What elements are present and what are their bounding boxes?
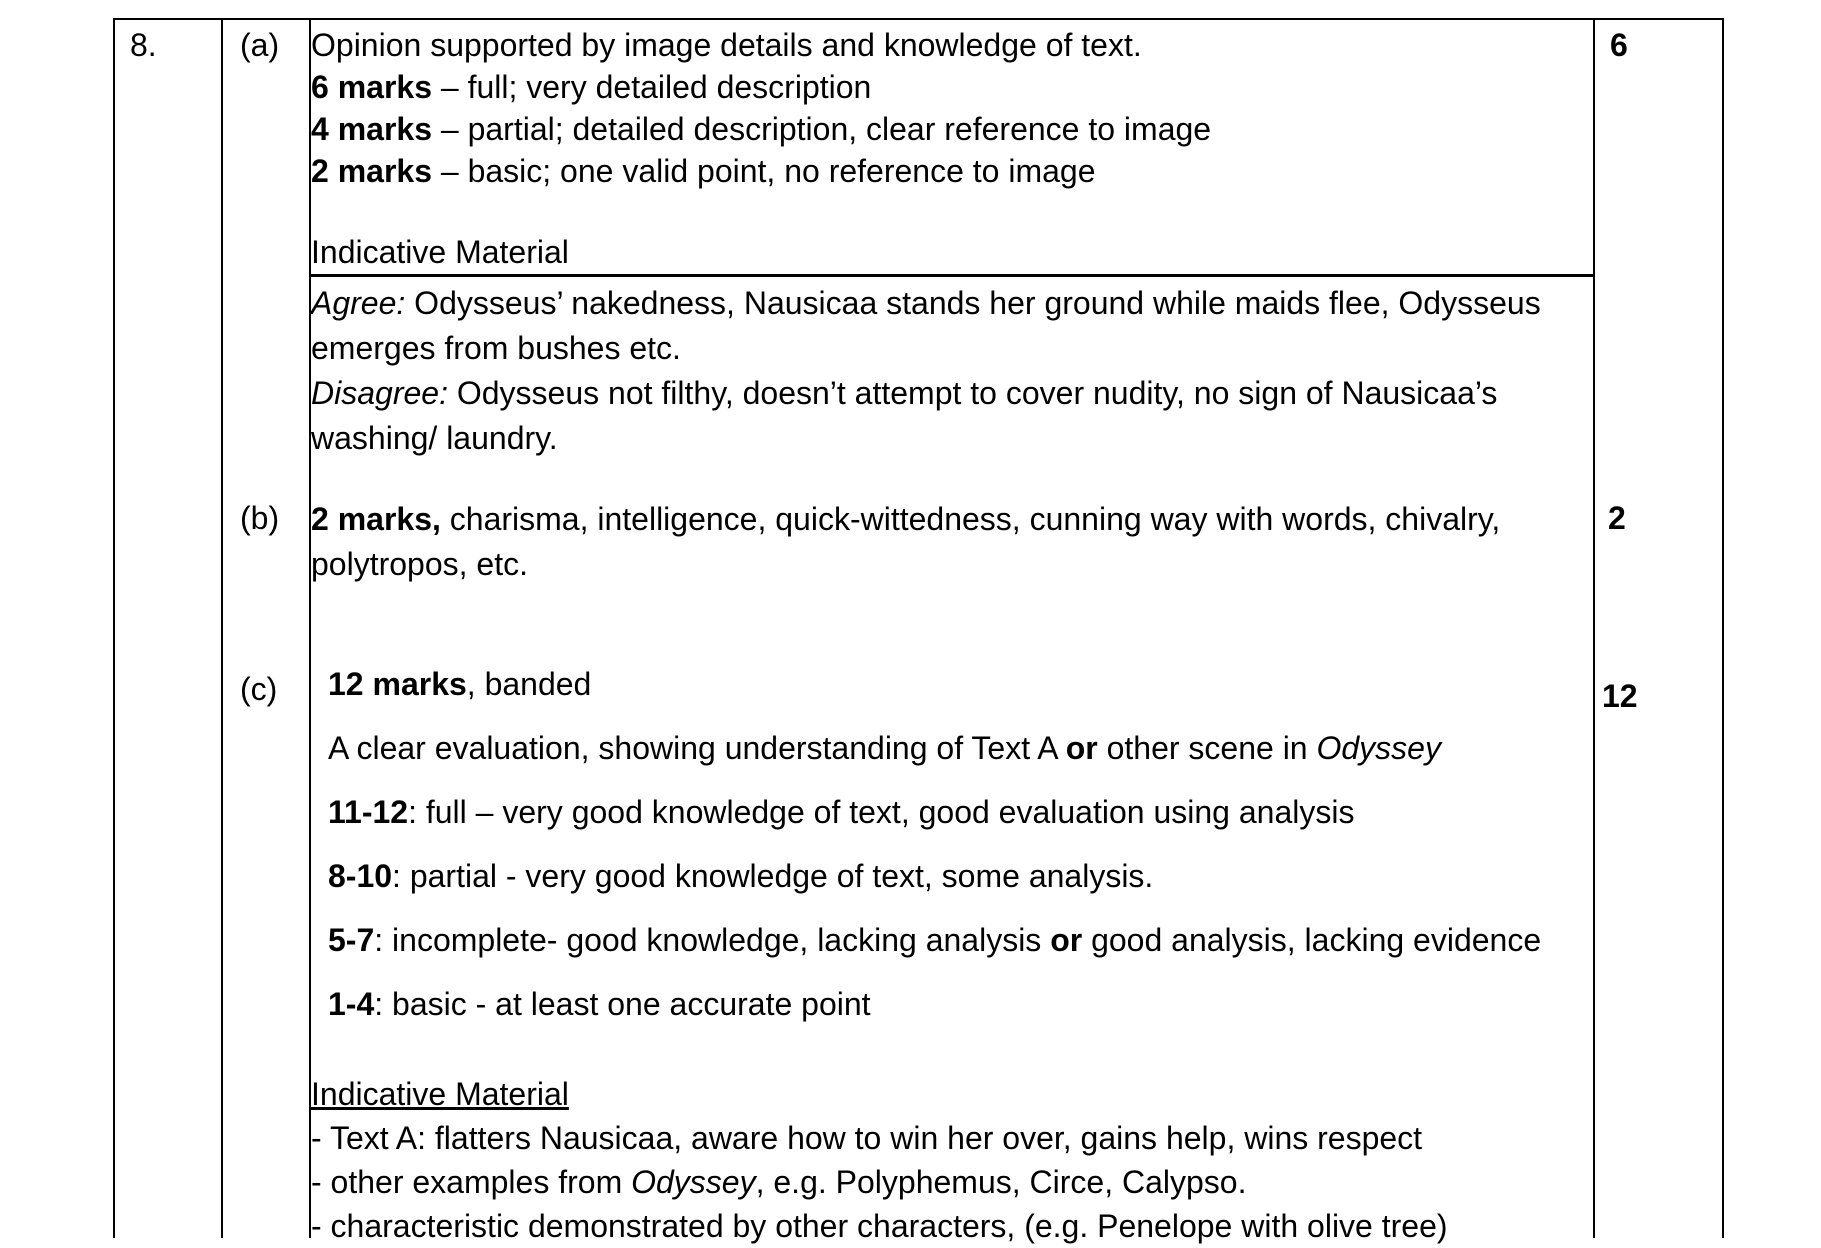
table-right-border xyxy=(1722,18,1724,1238)
part-c-band-5-7: 5-7: incomplete- good knowledge, lacking analysis or good analysis, lacking evidence xyxy=(328,922,1542,958)
part-a-disagree-line1: Disagree: Odysseus not filthy, doesn’t attempt to cover nudity, no sign of Nausicaa’s xyxy=(311,375,1498,411)
part-c-band-1-4: 1-4: basic - at least one accurate point xyxy=(328,986,871,1022)
part-a-agree-line1: Agree: Odysseus’ nakedness, Nausicaa stands her ground while maids flee, Odysseus xyxy=(311,285,1541,321)
part-a-criterion-6: 6 marks – full; very detailed description xyxy=(311,69,872,105)
part-c-item-other-examples: - other examples from Odyssey, e.g. Polyphemus, Circe, Calypso. xyxy=(311,1164,1247,1200)
column-divider-1 xyxy=(221,18,223,1238)
part-b-label: (b) xyxy=(240,500,280,536)
table-left-border xyxy=(113,18,115,1238)
part-c-item-other-characters: - characteristic demonstrated by other characters, (e.g. Penelope with olive tree) xyxy=(311,1208,1448,1244)
part-c-item-text-a: - Text A: flatters Nausicaa, aware how to win her over, gains help, wins respect xyxy=(311,1120,1423,1156)
part-a-criterion-2: 2 marks – basic; one valid point, no reference to image xyxy=(311,153,1096,189)
part-c-heading: 12 marks, banded xyxy=(328,666,592,702)
part-b-line2: polytropos, etc. xyxy=(311,546,528,582)
part-b-marks: 2 xyxy=(1608,500,1626,536)
question-number: 8. xyxy=(130,27,157,63)
part-a-criterion-4: 4 marks – partial; detailed description, clear reference to image xyxy=(311,111,1212,147)
column-divider-2 xyxy=(309,18,311,1238)
part-c-band-8-10: 8-10: partial - very good knowledge of text, some analysis. xyxy=(328,858,1154,894)
part-c-band-11-12: 11-12: full – very good knowledge of text, good evaluation using analysis xyxy=(328,794,1355,830)
column-divider-3 xyxy=(1593,18,1595,1238)
part-c-indicative-heading: Indicative Material xyxy=(311,1076,569,1112)
part-a-line1: Opinion supported by image details and knowledge of text. xyxy=(311,27,1142,63)
part-c-marks: 12 xyxy=(1602,678,1638,714)
part-a-agree-line2: emerges from bushes etc. xyxy=(311,330,681,366)
part-a-disagree-line2: washing/ laundry. xyxy=(311,420,558,456)
part-c-label: (c) xyxy=(240,671,278,707)
table-top-border xyxy=(113,18,1724,20)
indicative-divider xyxy=(309,274,1595,277)
part-a-marks: 6 xyxy=(1610,27,1628,63)
part-c-evaluation: A clear evaluation, showing understanding of Text A or other scene in Odyssey xyxy=(328,730,1441,766)
part-a-indicative-heading: Indicative Material xyxy=(311,234,569,270)
part-a-label: (a) xyxy=(240,27,280,63)
part-b-line1: 2 marks, charisma, intelligence, quick-wittedness, cunning way with words, chivalry, xyxy=(311,501,1501,537)
